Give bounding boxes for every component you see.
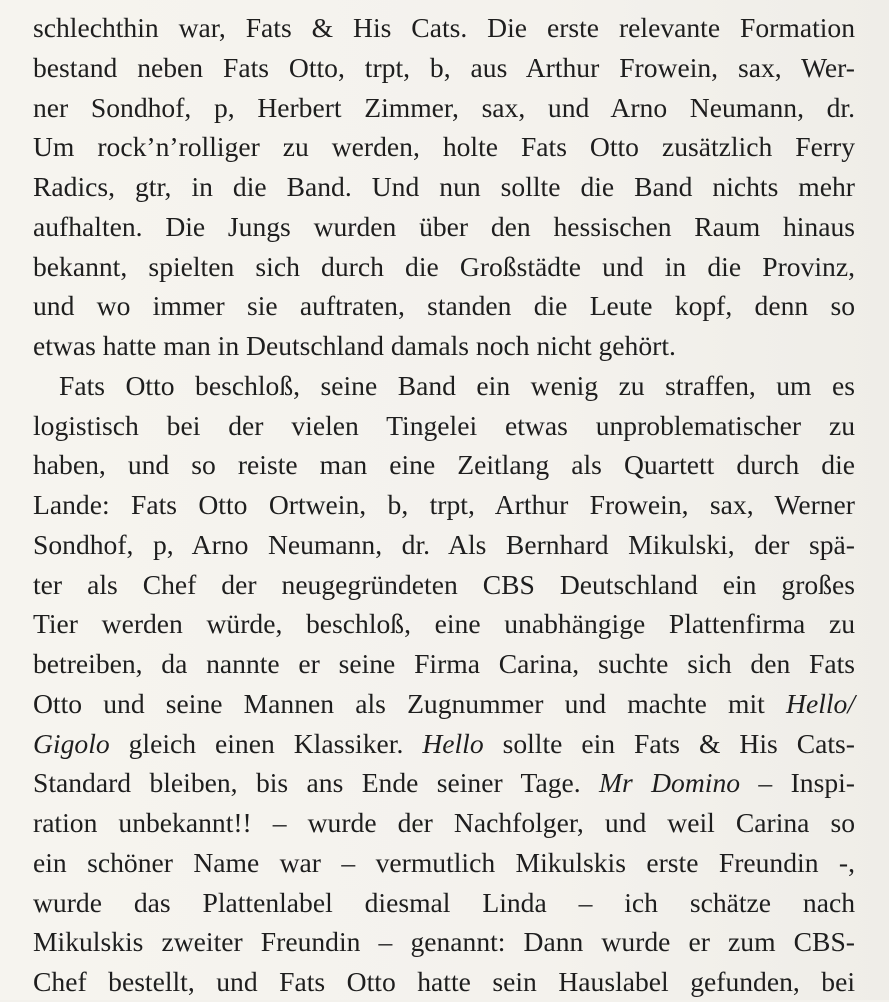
text-line: Sondhof, p, Arno Neumann, dr. Als Bernhard Mikulski, der spä- — [33, 528, 855, 560]
text-line: ter als Chef der neugegründeten CBS Deutschland ein großes — [33, 568, 855, 600]
text-line: Lande: Fats Otto Ortwein, b, trpt, Arthur Frowein, sax, Werner — [33, 489, 855, 520]
text-run: gleich einen Klassiker. — [109, 727, 423, 759]
text-line: haben, und so reiste man eine Zeitlang als Quartett durch die — [33, 449, 855, 481]
text-line: bestand neben Fats Otto, trpt, b, aus Arthur Frowein, sax, Wer- — [33, 51, 855, 83]
text-line: ner Sondhof, p, Herbert Zimmer, sax, und Arno Neumann, dr. — [33, 91, 855, 123]
text-line — [33, 684, 855, 724]
paragraph-first-line: Fats Otto beschloß, seine Band ein wenig zu straffen, um es — [59, 369, 855, 401]
text-line: schlechthin war, Fats & His Cats. Die erste relevante Formation — [33, 12, 855, 43]
text-line: Radics, gtr, in die Band. Und nun sollte die Band nichts mehr — [33, 171, 855, 202]
text-line: Um rock’n’rolliger zu werden, holte Fats Otto zusätzlich Ferry — [33, 131, 855, 163]
text-line: ein schöner Name war – vermutlich Mikulskis erste Freundin -, — [33, 846, 855, 878]
song-title: Hello/ — [786, 687, 855, 719]
song-title: Hello — [422, 727, 484, 759]
text-line: logistisch bei der vielen Tingelei etwas unproblematischer zu — [33, 409, 855, 441]
text-line: Tier werden würde, beschloß, eine unabhängige Plattenfirma zu — [33, 608, 855, 640]
text-run: – Inspi- — [740, 767, 855, 799]
text-line: etwas hatte man in Deutschland damals noch nicht gehört. — [33, 330, 676, 361]
text-run: Standard bleiben, bis ans Ende seiner Tage. — [33, 767, 600, 799]
text-run: sollte ein Fats & His Cats- — [483, 727, 855, 759]
text-line: und wo immer sie auftraten, standen die Leute kopf, denn so — [33, 290, 855, 322]
text-run: Otto und seine Mannen als Zugnummer und machte mit — [33, 687, 787, 719]
text-line: bekannt, spielten sich durch die Großstädte und in die Provinz, — [33, 250, 855, 282]
text-line: ration unbekannt!! – wurde der Nachfolger, und weil Carina so — [33, 807, 855, 838]
text-line: betreiben, da nannte er seine Firma Carina, suchte sich den Fats — [33, 648, 855, 679]
text-line — [33, 763, 855, 803]
text-line — [33, 724, 855, 764]
text-line: aufhalten. Die Jungs wurden über den hessischen Raum hinaus — [33, 210, 855, 242]
text-line: Chef bestellt, und Fats Otto hatte sein Hauslabel gefunden, bei — [33, 966, 855, 997]
text-line: Mikulskis zweiter Freundin – genannt: Dann wurde er zum CBS- — [33, 926, 855, 958]
song-title: Mr Domino — [599, 767, 741, 799]
song-title: Gigolo — [33, 727, 110, 759]
text-line: wurde das Plattenlabel diesmal Linda – ich schätze nach — [33, 886, 855, 918]
body-text — [33, 8, 855, 1002]
